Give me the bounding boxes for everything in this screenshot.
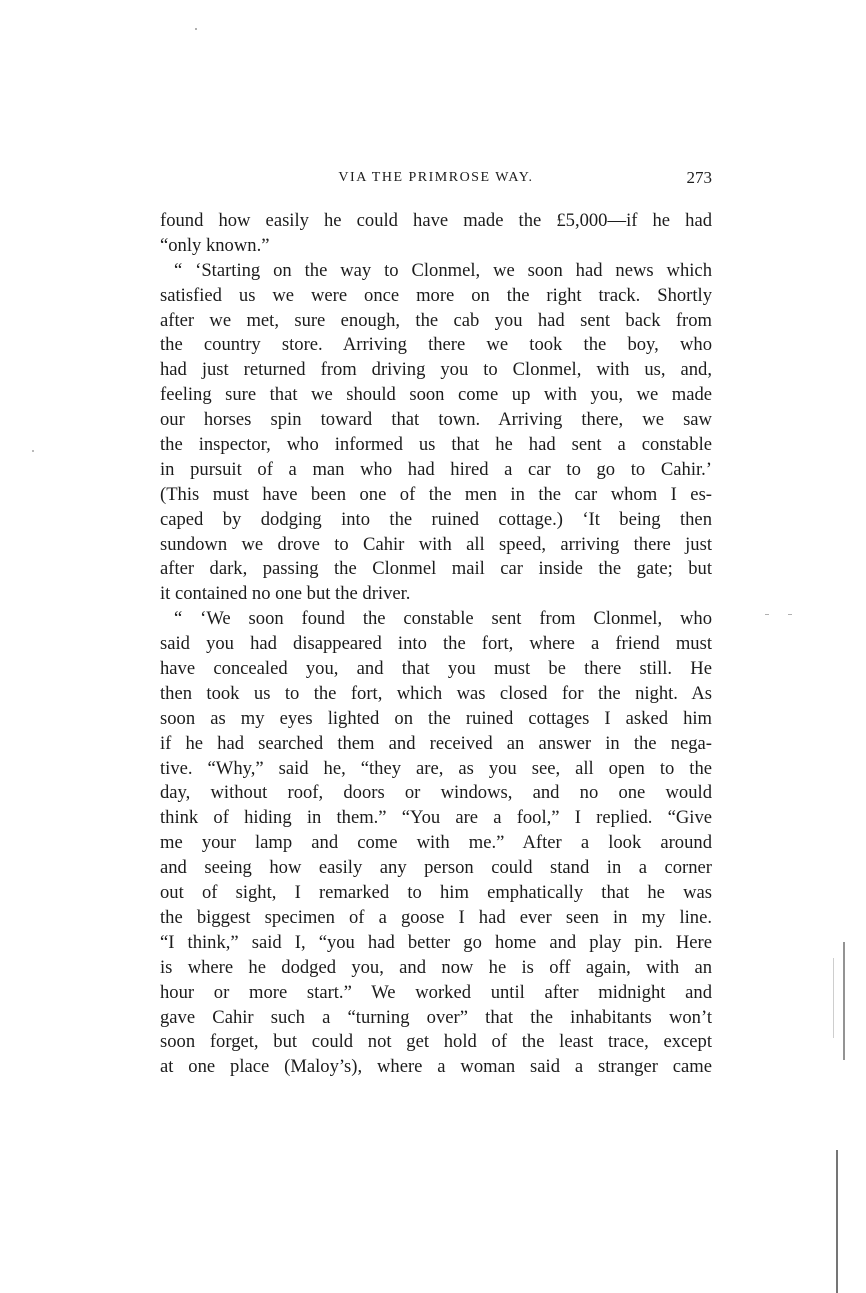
text-line: our horses spin toward that town. Arriving there, we saw	[160, 409, 712, 431]
text-line: and seeing how easily any person could stand in a corner	[160, 857, 712, 879]
text-line: satisfied us we were once more on the right track. Shortly	[160, 284, 712, 306]
text-line: tive. “Why,” said he, “they are, as you see, all open to the	[160, 757, 712, 779]
text-line: “ ‘We soon found the constable sent from Clonmel, who	[174, 608, 712, 630]
text-line: have concealed you, and that you must be there still. He	[160, 658, 712, 680]
scan-artifact	[833, 958, 834, 1038]
text-line: it contained no one but the driver.	[160, 583, 411, 605]
text-line: caped by dodging into the ruined cottage.) ‘It being then	[160, 508, 712, 530]
scan-artifact	[836, 1150, 838, 1293]
text-line: in pursuit of a man who had hired a car to go to Cahir.’	[160, 458, 712, 480]
text-line: feeling sure that we should soon come up with you, we made	[160, 384, 712, 406]
text-line: after we met, sure enough, the cab you had sent back from	[160, 309, 712, 331]
text-line: sundown we drove to Cahir with all speed, arriving there just	[160, 533, 712, 555]
text-line: day, without roof, doors or windows, and no one would	[160, 782, 712, 804]
text-line: soon as my eyes lighted on the ruined cottages I asked him	[160, 707, 712, 729]
scan-artifact	[32, 450, 34, 452]
page-number: 273	[686, 168, 712, 187]
text-line: is where he dodged you, and now he is off again, with an	[160, 956, 712, 978]
text-line: the inspector, who informed us that he had sent a constable	[160, 434, 712, 456]
text-line: hour or more start.” We worked until after midnight and	[160, 981, 712, 1003]
scan-artifact	[195, 28, 197, 30]
text-line: said you had disappeared into the fort, where a friend must	[160, 633, 712, 655]
text-line: (This must have been one of the men in the car whom I es-	[160, 483, 712, 505]
text-line: “only known.”	[160, 234, 270, 256]
running-title: VIA THE PRIMROSE WAY.	[338, 170, 534, 185]
text-line: think of hiding in them.” “You are a fool,” I replied. “Give	[160, 807, 712, 829]
text-line: then took us to the fort, which was closed for the night. As	[160, 682, 712, 704]
running-head	[160, 170, 712, 194]
text-line: found how easily he could have made the £5,000—if he had	[160, 210, 712, 231]
scan-artifact	[788, 614, 792, 615]
text-line: after dark, passing the Clonmel mail car inside the gate; but	[160, 558, 712, 580]
body-text	[160, 209, 712, 1080]
text-line: at one place (Maloy’s), where a woman said a stranger came	[160, 1056, 712, 1078]
text-line: the biggest specimen of a goose I had ever seen in my line.	[160, 906, 712, 928]
text-line: soon forget, but could not get hold of the least trace, except	[160, 1031, 712, 1053]
text-line: “ ‘Starting on the way to Clonmel, we soon had news which	[174, 259, 712, 281]
text-line: “I think,” said I, “you had better go home and play pin. Here	[160, 931, 712, 953]
text-line: gave Cahir such a “turning over” that the inhabitants won’t	[160, 1006, 712, 1028]
scan-artifact	[765, 614, 769, 615]
text-line: had just returned from driving you to Clonmel, with us, and,	[160, 359, 712, 381]
text-line: out of sight, I remarked to him emphatically that he was	[160, 882, 712, 904]
text-line: the country store. Arriving there we took the boy, who	[160, 334, 712, 356]
text-line: me your lamp and come with me.” After a look around	[160, 832, 712, 854]
scan-artifact	[843, 942, 845, 1060]
text-line: if he had searched them and received an answer in the nega-	[160, 732, 712, 754]
